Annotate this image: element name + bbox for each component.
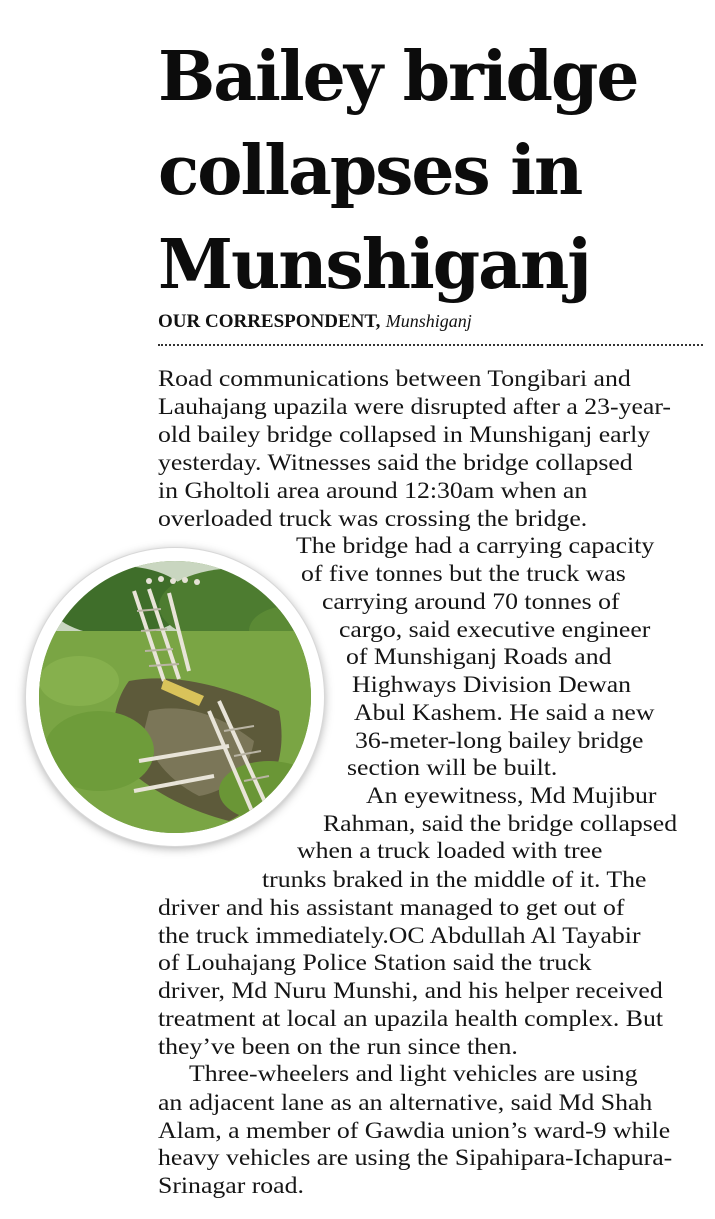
body-line: of Louhajang Police Station said the truck [158,950,592,975]
body-line: driver and his assistant managed to get out of [158,895,625,920]
body-line: section will be built. [347,755,558,780]
body-line: an adjacent lane as an alternative, said Md Shah [158,1090,653,1115]
body-line: in Gholtoli area around 12:30am when an [158,478,588,503]
body-line: The bridge had a carrying capacity [296,533,655,558]
body-line: Lauhajang upazila were disrupted after a 23-year- [158,394,671,419]
body-line: treatment at local an upazila health complex. But [158,1006,663,1031]
body-line: the truck immediately.OC Abdullah Al Tayabir [158,923,641,948]
byline [158,311,472,333]
body-line: trunks braked in the middle of it. The [262,867,647,892]
body-line: driver, Md Nuru Munshi, and his helper received [158,978,663,1003]
body-line: Srinagar road. [158,1173,304,1198]
body-line: overloaded truck was crossing the bridge. [158,506,588,531]
body-line: Abul Kashem. He said a new [354,700,655,725]
body-line: old bailey bridge collapsed in Munshiganj early [158,422,651,447]
body-line: An eyewitness, Md Mujibur [366,783,657,808]
body-line: of five tonnes but the truck was [301,561,626,586]
body-line: when a truck loaded with tree [297,838,603,863]
collapsed-bridge-photo [39,561,311,833]
headline-line-1: Bailey bridge [158,37,638,117]
headline [158,30,708,312]
body-line: they’ve been on the run since then. [158,1034,518,1059]
byline-author: OUR CORRESPONDENT, [158,311,381,332]
body-line: Highways Division Dewan [352,672,632,697]
byline-location: Munshiganj [385,311,472,331]
body-line: Road communications between Tongibari and [158,366,631,391]
body-line: heavy vehicles are using the Sipahipara-Ichapura- [158,1145,673,1170]
headline-line-3: Munshiganj [158,225,590,305]
body-line: 36-meter-long bailey bridge [355,728,644,753]
body-line: cargo, said executive engineer [339,617,651,642]
dotted-divider [158,344,703,346]
body-line: yesterday. Witnesses said the bridge collapsed [158,450,633,475]
body-line: carrying around 70 tonnes of [322,589,620,614]
headline-line-2: collapses in [158,131,582,211]
body-line: Alam, a member of Gawdia union’s ward-9 while [158,1118,671,1143]
body-line: Three-wheelers and light vehicles are using [189,1061,638,1086]
body-line: of Munshiganj Roads and [346,644,612,669]
body-line: Rahman, said the bridge collapsed [323,811,678,836]
